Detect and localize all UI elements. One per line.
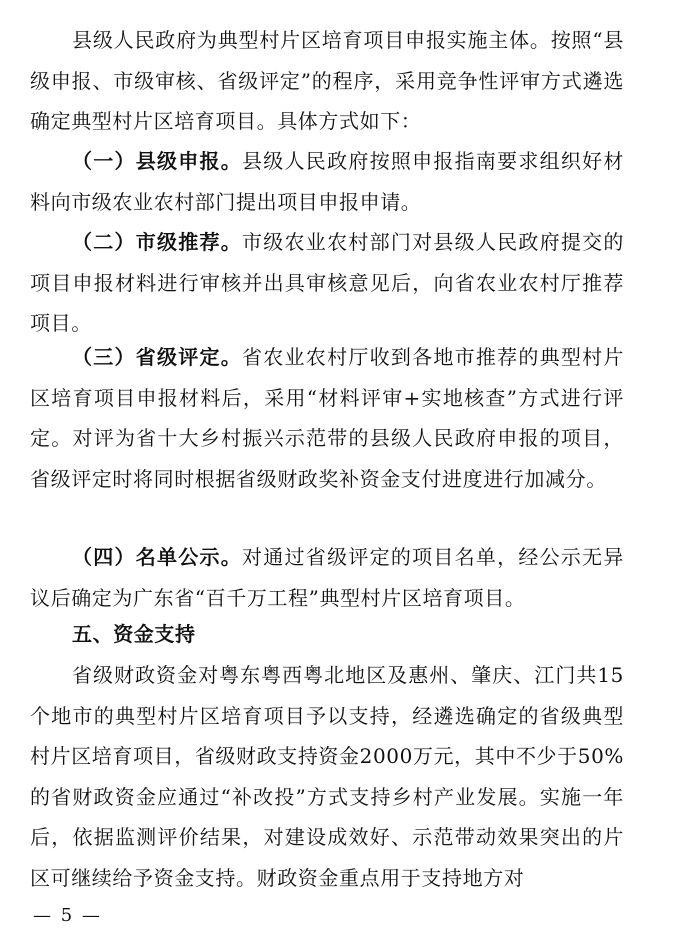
step-publicity-lead: （四）名单公示。 — [72, 545, 243, 569]
step-province-evaluation — [30, 337, 624, 499]
step-list-publicity — [30, 537, 624, 618]
step-county-application — [30, 141, 624, 222]
step-county-lead: （一）县级申报。 — [72, 149, 243, 173]
step-city-lead: （二）市级推荐。 — [72, 230, 243, 254]
intro-paragraph — [30, 20, 624, 142]
funding-paragraph: 省级财政资金对粤东粤西粤北地区及惠州、肇庆、江门共15个地市的典型村片区培育项目予以支持，经遴选确定的省级典型村片区培育项目，省级财政支持资金2000万元，其中不少于50%的省财政资金应通过“补改投”方式支持乡村产业发展。实施一年后，依据监测评价结果，对建设成效好、示范带动效果突出的片区可继续给予资金支持。财政资金重点用于支持地方对 — [30, 663, 624, 890]
step-province-text: 省农业农村厅收到各地市推荐的典型村片区培育项目申报材料后，采用“材料评审+实地核查”方式进行评定。对评为省十大乡村振兴示范带的县级人民政府申报的项目，省级评定时将同时根据省级财政奖补资金支付进度进行加减分。 — [30, 345, 624, 491]
intro-text: 县级人民政府为典型村片区培育项目申报实施主体。按照“县级申报、市级审核、省级评定”的程序，采用竞争性评审方式遴选确定典型村片区培育项目。具体方式如下： — [30, 28, 624, 133]
step-province-lead: （三）省级评定。 — [72, 345, 243, 369]
step-city-text: 市级农业农村部门对县级人民政府提交的项目申报材料进行审核并出具审核意见后，向省农业农村厅推荐项目。 — [30, 230, 624, 335]
step-publicity-text: 对通过省级评定的项目名单，经公示无异议后确定为广东省“百千万工程”典型村片区培育项目。 — [30, 545, 624, 610]
step-city-recommendation — [30, 222, 624, 344]
page-number: — 5 — — [33, 905, 102, 926]
section-heading-funding: 五、资金支持 — [72, 622, 196, 646]
step-county-text: 县级人民政府按照申报指南要求组织好材料向市级农业农村部门提出项目申报申请。 — [30, 149, 624, 214]
